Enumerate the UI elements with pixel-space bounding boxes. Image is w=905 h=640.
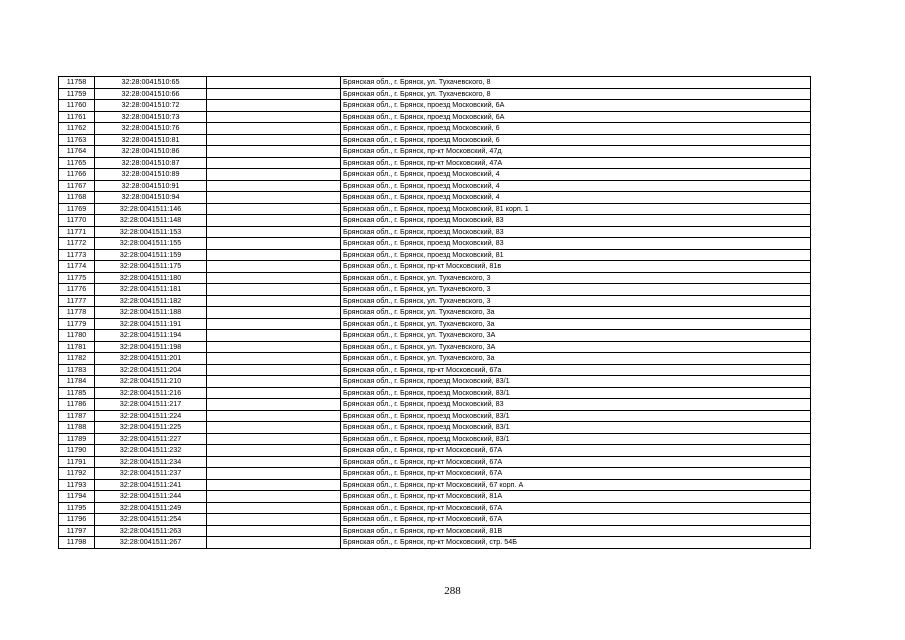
table-row bbox=[59, 318, 811, 330]
table-row bbox=[59, 272, 811, 284]
cadastral-number-cell: 32:28:0041511:216 bbox=[95, 387, 207, 399]
cadastral-number-cell: 32:28:0041510:72 bbox=[95, 100, 207, 112]
address-cell: Брянская обл., г. Брянск, проезд Московский, 6 bbox=[341, 134, 811, 146]
cadastral-number-cell: 32:28:0041511:201 bbox=[95, 353, 207, 365]
cadastral-number-cell: 32:28:0041510:81 bbox=[95, 134, 207, 146]
cadastral-number-cell: 32:28:0041511:181 bbox=[95, 284, 207, 296]
row-number-cell: 11761 bbox=[59, 111, 95, 123]
empty-cell bbox=[207, 353, 341, 365]
cadastral-number-cell: 32:28:0041511:155 bbox=[95, 238, 207, 250]
address-cell: Брянская обл., г. Брянск, ул. Тухачевского, 3 bbox=[341, 272, 811, 284]
cadastral-number-cell: 32:28:0041511:159 bbox=[95, 249, 207, 261]
cadastral-number-cell: 32:28:0041511:225 bbox=[95, 422, 207, 434]
empty-cell bbox=[207, 249, 341, 261]
empty-cell bbox=[207, 468, 341, 480]
cadastral-number-cell: 32:28:0041511:153 bbox=[95, 226, 207, 238]
table-row bbox=[59, 456, 811, 468]
table-row bbox=[59, 307, 811, 319]
cadastral-number-cell: 32:28:0041511:146 bbox=[95, 203, 207, 215]
empty-cell bbox=[207, 433, 341, 445]
cadastral-number-cell: 32:28:0041510:65 bbox=[95, 77, 207, 89]
empty-cell bbox=[207, 445, 341, 457]
cadastral-number-cell: 32:28:0041511:148 bbox=[95, 215, 207, 227]
table-row bbox=[59, 77, 811, 89]
address-cell: Брянская обл., г. Брянск, проезд Московский, 4 bbox=[341, 192, 811, 204]
address-cell: Брянская обл., г. Брянск, ул. Тухачевского, 3А bbox=[341, 341, 811, 353]
cadastral-number-cell: 32:28:0041511:249 bbox=[95, 502, 207, 514]
table-row bbox=[59, 249, 811, 261]
row-number-cell: 11797 bbox=[59, 525, 95, 537]
empty-cell bbox=[207, 180, 341, 192]
empty-cell bbox=[207, 491, 341, 503]
table-row bbox=[59, 399, 811, 411]
cadastral-number-cell: 32:28:0041511:175 bbox=[95, 261, 207, 273]
cadastral-number-cell: 32:28:0041510:76 bbox=[95, 123, 207, 135]
table-row bbox=[59, 330, 811, 342]
empty-cell bbox=[207, 295, 341, 307]
table-row bbox=[59, 111, 811, 123]
address-cell: Брянская обл., г. Брянск, ул. Тухачевского, 3 bbox=[341, 295, 811, 307]
empty-cell bbox=[207, 123, 341, 135]
cadastral-number-cell: 32:28:0041510:87 bbox=[95, 157, 207, 169]
cadastral-number-cell: 32:28:0041511:263 bbox=[95, 525, 207, 537]
table-row bbox=[59, 422, 811, 434]
cadastral-number-cell: 32:28:0041511:210 bbox=[95, 376, 207, 388]
table-row bbox=[59, 502, 811, 514]
address-cell: Брянская обл., г. Брянск, ул. Тухачевского, 3А bbox=[341, 330, 811, 342]
cadastral-number-cell: 32:28:0041510:91 bbox=[95, 180, 207, 192]
table-row bbox=[59, 410, 811, 422]
address-cell: Брянская обл., г. Брянск, пр-кт Московский, 47А bbox=[341, 157, 811, 169]
row-number-cell: 11779 bbox=[59, 318, 95, 330]
table-row bbox=[59, 215, 811, 227]
row-number-cell: 11764 bbox=[59, 146, 95, 158]
empty-cell bbox=[207, 215, 341, 227]
cadastral-number-cell: 32:28:0041511:198 bbox=[95, 341, 207, 353]
table-row bbox=[59, 192, 811, 204]
cadastral-number-cell: 32:28:0041511:241 bbox=[95, 479, 207, 491]
row-number-cell: 11784 bbox=[59, 376, 95, 388]
table-row bbox=[59, 387, 811, 399]
empty-cell bbox=[207, 134, 341, 146]
empty-cell bbox=[207, 341, 341, 353]
address-cell: Брянская обл., г. Брянск, проезд Московский, 83/1 bbox=[341, 422, 811, 434]
row-number-cell: 11796 bbox=[59, 514, 95, 526]
empty-cell bbox=[207, 364, 341, 376]
row-number-cell: 11776 bbox=[59, 284, 95, 296]
row-number-cell: 11782 bbox=[59, 353, 95, 365]
row-number-cell: 11794 bbox=[59, 491, 95, 503]
empty-cell bbox=[207, 422, 341, 434]
table-row bbox=[59, 180, 811, 192]
row-number-cell: 11783 bbox=[59, 364, 95, 376]
table-row bbox=[59, 433, 811, 445]
empty-cell bbox=[207, 169, 341, 181]
table-row bbox=[59, 514, 811, 526]
address-cell: Брянская обл., г. Брянск, проезд Московский, 83/1 bbox=[341, 387, 811, 399]
cadastral-number-cell: 32:28:0041510:94 bbox=[95, 192, 207, 204]
cadastral-number-cell: 32:28:0041511:237 bbox=[95, 468, 207, 480]
address-cell: Брянская обл., г. Брянск, проезд Московский, 83 bbox=[341, 399, 811, 411]
address-cell: Брянская обл., г. Брянск, проезд Московский, 6А bbox=[341, 100, 811, 112]
empty-cell bbox=[207, 272, 341, 284]
cadastral-number-cell: 32:28:0041511:267 bbox=[95, 537, 207, 549]
table-row bbox=[59, 100, 811, 112]
row-number-cell: 11763 bbox=[59, 134, 95, 146]
table-row bbox=[59, 226, 811, 238]
row-number-cell: 11770 bbox=[59, 215, 95, 227]
row-number-cell: 11778 bbox=[59, 307, 95, 319]
table-row bbox=[59, 479, 811, 491]
empty-cell bbox=[207, 146, 341, 158]
address-cell: Брянская обл., г. Брянск, пр-кт Московский, 67А bbox=[341, 456, 811, 468]
cadastral-number-cell: 32:28:0041511:217 bbox=[95, 399, 207, 411]
address-cell: Брянская обл., г. Брянск, ул. Тухачевского, 8 bbox=[341, 77, 811, 89]
row-number-cell: 11774 bbox=[59, 261, 95, 273]
cadastral-number-cell: 32:28:0041511:182 bbox=[95, 295, 207, 307]
empty-cell bbox=[207, 410, 341, 422]
empty-cell bbox=[207, 330, 341, 342]
address-cell: Брянская обл., г. Брянск, пр-кт Московский, 81В bbox=[341, 525, 811, 537]
address-cell: Брянская обл., г. Брянск, пр-кт Московский, стр. 54Б bbox=[341, 537, 811, 549]
cadastral-number-cell: 32:28:0041510:66 bbox=[95, 88, 207, 100]
address-cell: Брянская обл., г. Брянск, проезд Московский, 4 bbox=[341, 180, 811, 192]
cadastral-number-cell: 32:28:0041511:204 bbox=[95, 364, 207, 376]
row-number-cell: 11775 bbox=[59, 272, 95, 284]
row-number-cell: 11795 bbox=[59, 502, 95, 514]
row-number-cell: 11790 bbox=[59, 445, 95, 457]
table-row bbox=[59, 468, 811, 480]
table-row bbox=[59, 341, 811, 353]
address-cell: Брянская обл., г. Брянск, пр-кт Московский, 47д bbox=[341, 146, 811, 158]
table-row bbox=[59, 261, 811, 273]
row-number-cell: 11771 bbox=[59, 226, 95, 238]
row-number-cell: 11786 bbox=[59, 399, 95, 411]
row-number-cell: 11772 bbox=[59, 238, 95, 250]
cadastral-number-cell: 32:28:0041511:254 bbox=[95, 514, 207, 526]
table-row bbox=[59, 376, 811, 388]
address-cell: Брянская обл., г. Брянск, проезд Московский, 83 bbox=[341, 215, 811, 227]
row-number-cell: 11789 bbox=[59, 433, 95, 445]
address-cell: Брянская обл., г. Брянск, пр-кт Московский, 67А bbox=[341, 502, 811, 514]
cadastral-number-cell: 32:28:0041511:232 bbox=[95, 445, 207, 457]
row-number-cell: 11768 bbox=[59, 192, 95, 204]
empty-cell bbox=[207, 456, 341, 468]
row-number-cell: 11792 bbox=[59, 468, 95, 480]
table-row bbox=[59, 353, 811, 365]
row-number-cell: 11760 bbox=[59, 100, 95, 112]
empty-cell bbox=[207, 307, 341, 319]
empty-cell bbox=[207, 226, 341, 238]
table-row bbox=[59, 295, 811, 307]
cadastral-number-cell: 32:28:0041511:234 bbox=[95, 456, 207, 468]
address-cell: Брянская обл., г. Брянск, ул. Тухачевского, 3а bbox=[341, 318, 811, 330]
empty-cell bbox=[207, 537, 341, 549]
cadastral-number-cell: 32:28:0041510:86 bbox=[95, 146, 207, 158]
address-cell: Брянская обл., г. Брянск, пр-кт Московский, 67А bbox=[341, 445, 811, 457]
empty-cell bbox=[207, 261, 341, 273]
address-cell: Брянская обл., г. Брянск, пр-кт Московский, 67А bbox=[341, 468, 811, 480]
address-cell: Брянская обл., г. Брянск, ул. Тухачевского, 3 bbox=[341, 284, 811, 296]
row-number-cell: 11791 bbox=[59, 456, 95, 468]
row-number-cell: 11785 bbox=[59, 387, 95, 399]
address-cell: Брянская обл., г. Брянск, проезд Московский, 83/1 bbox=[341, 410, 811, 422]
table-row bbox=[59, 525, 811, 537]
empty-cell bbox=[207, 100, 341, 112]
cadastral-number-cell: 32:28:0041511:180 bbox=[95, 272, 207, 284]
row-number-cell: 11767 bbox=[59, 180, 95, 192]
address-cell: Брянская обл., г. Брянск, проезд Московский, 4 bbox=[341, 169, 811, 181]
address-cell: Брянская обл., г. Брянск, проезд Московский, 83/1 bbox=[341, 433, 811, 445]
cadastral-number-cell: 32:28:0041511:188 bbox=[95, 307, 207, 319]
row-number-cell: 11766 bbox=[59, 169, 95, 181]
empty-cell bbox=[207, 284, 341, 296]
empty-cell bbox=[207, 479, 341, 491]
address-cell: Брянская обл., г. Брянск, проезд Московский, 81 bbox=[341, 249, 811, 261]
cadastral-number-cell: 32:28:0041510:73 bbox=[95, 111, 207, 123]
cadastral-number-cell: 32:28:0041510:89 bbox=[95, 169, 207, 181]
row-number-cell: 11765 bbox=[59, 157, 95, 169]
empty-cell bbox=[207, 525, 341, 537]
table-row bbox=[59, 134, 811, 146]
table-row bbox=[59, 88, 811, 100]
table-row bbox=[59, 146, 811, 158]
address-cell: Брянская обл., г. Брянск, пр-кт Московский, 67А bbox=[341, 514, 811, 526]
empty-cell bbox=[207, 502, 341, 514]
row-number-cell: 11780 bbox=[59, 330, 95, 342]
empty-cell bbox=[207, 399, 341, 411]
table-row bbox=[59, 238, 811, 250]
row-number-cell: 11788 bbox=[59, 422, 95, 434]
row-number-cell: 11793 bbox=[59, 479, 95, 491]
empty-cell bbox=[207, 192, 341, 204]
row-number-cell: 11762 bbox=[59, 123, 95, 135]
table-row bbox=[59, 157, 811, 169]
empty-cell bbox=[207, 238, 341, 250]
address-cell: Брянская обл., г. Брянск, проезд Московский, 81 корп. 1 bbox=[341, 203, 811, 215]
cadastral-number-cell: 32:28:0041511:244 bbox=[95, 491, 207, 503]
row-number-cell: 11758 bbox=[59, 77, 95, 89]
row-number-cell: 11781 bbox=[59, 341, 95, 353]
table-row bbox=[59, 284, 811, 296]
cadastral-number-cell: 32:28:0041511:191 bbox=[95, 318, 207, 330]
table-row bbox=[59, 169, 811, 181]
table-row bbox=[59, 537, 811, 549]
address-cell: Брянская обл., г. Брянск, пр-кт Московский, 67 корп. А bbox=[341, 479, 811, 491]
address-cell: Брянская обл., г. Брянск, проезд Московский, 83 bbox=[341, 238, 811, 250]
row-number-cell: 11773 bbox=[59, 249, 95, 261]
address-cell: Брянская обл., г. Брянск, ул. Тухачевского, 3а bbox=[341, 307, 811, 319]
row-number-cell: 11798 bbox=[59, 537, 95, 549]
cadastral-number-cell: 32:28:0041511:227 bbox=[95, 433, 207, 445]
cadastral-number-cell: 32:28:0041511:224 bbox=[95, 410, 207, 422]
row-number-cell: 11777 bbox=[59, 295, 95, 307]
row-number-cell: 11759 bbox=[59, 88, 95, 100]
page-number: 288 bbox=[444, 585, 461, 597]
empty-cell bbox=[207, 514, 341, 526]
address-cell: Брянская обл., г. Брянск, пр-кт Московский, 81А bbox=[341, 491, 811, 503]
empty-cell bbox=[207, 376, 341, 388]
empty-cell bbox=[207, 157, 341, 169]
table-row bbox=[59, 364, 811, 376]
table-row bbox=[59, 203, 811, 215]
row-number-cell: 11787 bbox=[59, 410, 95, 422]
registry-table-body bbox=[59, 77, 811, 549]
address-cell: Брянская обл., г. Брянск, проезд Московский, 6А bbox=[341, 111, 811, 123]
address-cell: Брянская обл., г. Брянск, ул. Тухачевского, 8 bbox=[341, 88, 811, 100]
empty-cell bbox=[207, 88, 341, 100]
table-row bbox=[59, 445, 811, 457]
cadastral-number-cell: 32:28:0041511:194 bbox=[95, 330, 207, 342]
property-registry-table bbox=[58, 76, 811, 549]
address-cell: Брянская обл., г. Брянск, пр-кт Московский, 81в bbox=[341, 261, 811, 273]
row-number-cell: 11769 bbox=[59, 203, 95, 215]
address-cell: Брянская обл., г. Брянск, проезд Московский, 83 bbox=[341, 226, 811, 238]
empty-cell bbox=[207, 203, 341, 215]
address-cell: Брянская обл., г. Брянск, проезд Московский, 83/1 bbox=[341, 376, 811, 388]
empty-cell bbox=[207, 77, 341, 89]
address-cell: Брянская обл., г. Брянск, ул. Тухачевского, 3а bbox=[341, 353, 811, 365]
table-row bbox=[59, 491, 811, 503]
empty-cell bbox=[207, 387, 341, 399]
empty-cell bbox=[207, 111, 341, 123]
table-row bbox=[59, 123, 811, 135]
address-cell: Брянская обл., г. Брянск, пр-кт Московский, 67а bbox=[341, 364, 811, 376]
empty-cell bbox=[207, 318, 341, 330]
address-cell: Брянская обл., г. Брянск, проезд Московский, 6 bbox=[341, 123, 811, 135]
